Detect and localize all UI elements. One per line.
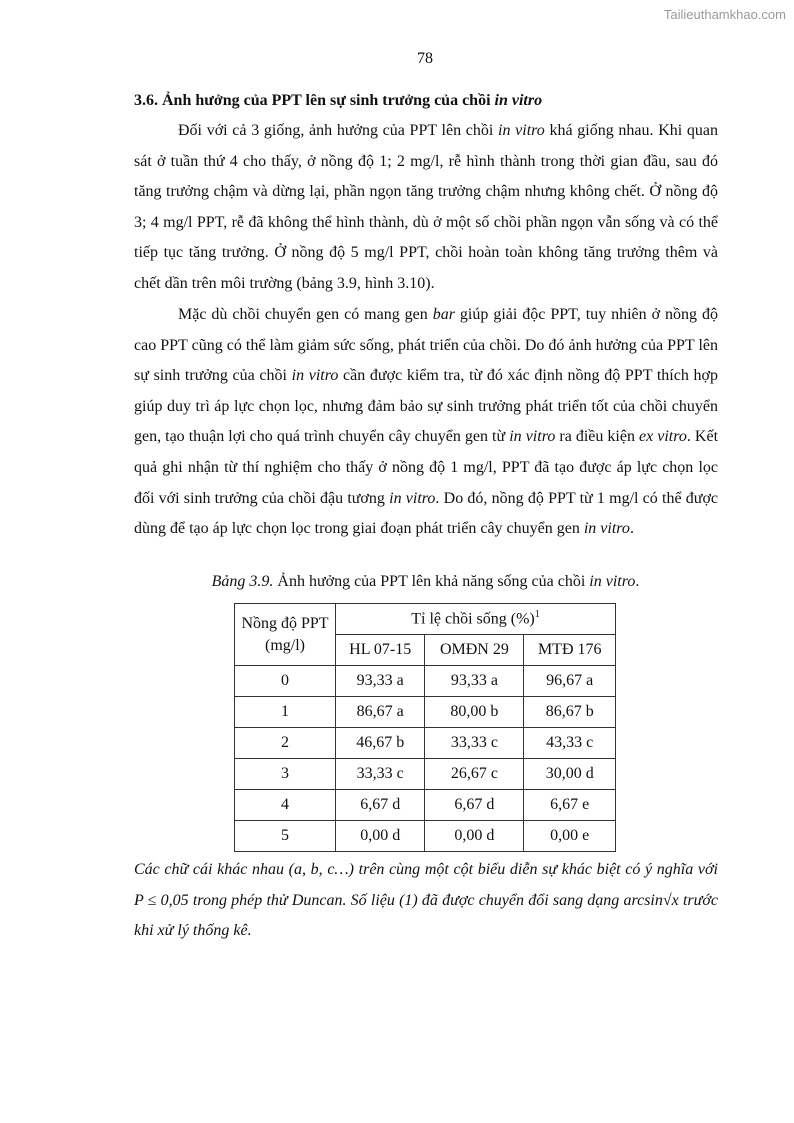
value-cell: 93,33 a — [336, 666, 425, 697]
ppt-cell: 2 — [235, 728, 336, 759]
para2-text-3: cần được kiểm tra, từ đó xác định nồng độ PPT thích hợp giúp duy trì áp lực chọn lọc, nhưng đảm bảo sự sinh trưởng phát triển tốt của chồi chuyển gen, tạo thuận lợi cho quá trình chuyển cây chuyển gen từ — [134, 367, 718, 446]
value-cell: 96,67 a — [524, 666, 616, 697]
survival-table — [234, 603, 616, 852]
para2-italic-5: in vitro — [389, 489, 436, 507]
value-cell: 0,00 d — [336, 821, 425, 852]
paragraph-1 — [134, 116, 718, 300]
survival-rate-label: Tỉ lệ chồi sống (%) — [411, 610, 535, 628]
ppt-cell: 0 — [235, 666, 336, 697]
section-heading — [134, 91, 542, 111]
para2-text-4: ra điều kiện — [555, 428, 639, 446]
table-row — [235, 790, 616, 821]
cultivar-header: OMĐN 29 — [425, 635, 524, 666]
ppt-cell: 1 — [235, 697, 336, 728]
value-cell: 30,00 d — [524, 759, 616, 790]
table-row — [235, 728, 616, 759]
caption-text: Ảnh hưởng của PPT lên khả năng sống của chồi — [273, 573, 590, 590]
table-row — [235, 759, 616, 790]
ppt-concentration-header: Nồng độ PPT (mg/l) — [235, 604, 336, 666]
table-header-row — [235, 604, 616, 635]
value-cell: 6,67 d — [336, 790, 425, 821]
para2-italic-4: ex vitro — [639, 428, 687, 446]
value-cell: 26,67 c — [425, 759, 524, 790]
value-cell: 46,67 b — [336, 728, 425, 759]
value-cell: 33,33 c — [425, 728, 524, 759]
value-cell: 33,33 c — [336, 759, 425, 790]
ppt-cell: 4 — [235, 790, 336, 821]
table-row — [235, 697, 616, 728]
value-cell: 86,67 a — [336, 697, 425, 728]
para2-italic-1: bar — [432, 306, 455, 323]
paragraph-2 — [134, 300, 718, 545]
caption-italic: in vitro — [589, 573, 636, 590]
ppt-cell: 5 — [235, 821, 336, 852]
para2-italic-3: in vitro — [509, 428, 556, 446]
para2-text-1: Mặc dù chồi chuyển gen có mang gen — [178, 306, 433, 323]
cultivar-header: MTĐ 176 — [524, 635, 616, 666]
cultivar-header: HL 07-15 — [336, 635, 425, 666]
value-cell: 6,67 d — [425, 790, 524, 821]
para2-text-5: . Kết quả ghi nhận từ thí nghiệm cho thấy ở nồng độ 1 mg/l, PPT đã tạo được áp lực chọn lọc đối với sinh trưởng của chồi đậu tương — [134, 428, 719, 507]
para2-text-2: giúp giải độc PPT, tuy nhiên ở nồng độ cao PPT cũng có thể làm giảm sức sống, phát triển của chồi. Do đó ảnh hưởng của PPT lên sự sinh trưởng của chồi — [134, 306, 719, 385]
value-cell: 43,33 c — [524, 728, 616, 759]
para2-text-6: . Do đó, nồng độ PPT từ 1 mg/l có thể được dùng để tạo áp lực chọn lọc trong giai đoạn phát triển cây chuyển gen — [134, 489, 719, 538]
para1-text-2: khá giống nhau. Khi quan sát ở tuần thứ 4 cho thấy, ở nồng độ 1; 2 mg/l, rễ hình thành trong thời gian đầu, sau đó tăng trưởng chậm và dừng lại, phần ngọn tăng trưởng chậm nhưng không chết. Ở nồng độ 3; 4 mg/l PPT, rễ đã không thể hình thành, dù ở một số chồi phần ngọn vẫn sống và có thể tiếp tục tăng trưởng. Ở nồng độ 5 mg/l PPT, chồi hoàn toàn không tăng trưởng thêm và chết dần trên môi trường (bảng 3.9, hình 3.10). — [134, 122, 719, 292]
ppt-cell: 3 — [235, 759, 336, 790]
table-row — [235, 666, 616, 697]
para2-text-7: . — [629, 520, 634, 538]
value-cell: 80,00 b — [425, 697, 524, 728]
caption-end: . — [635, 573, 640, 590]
heading-text: 3.6. Ảnh hưởng của PPT lên sự sinh trưởng của chồi — [134, 92, 495, 109]
page-number: 78 — [417, 50, 433, 67]
table-caption — [0, 572, 794, 592]
table-row — [235, 821, 616, 852]
value-cell: 0,00 e — [524, 821, 616, 852]
value-cell: 93,33 a — [425, 666, 524, 697]
caption-label: Bảng 3.9. — [211, 573, 274, 590]
survival-rate-header — [336, 604, 616, 635]
heading-italic: in vitro — [494, 92, 543, 109]
para1-text-1: Đối với cả 3 giống, ảnh hưởng của PPT lên chồi — [178, 122, 499, 139]
survival-rate-sup: 1 — [534, 609, 540, 621]
para2-italic-2: in vitro — [291, 367, 339, 385]
table-note: Các chữ cái khác nhau (a, b, c…) trên cùng một cột biểu diễn sự khác biệt có ý nghĩa với P ≤ 0,05 trong phép thử Duncan. Số liệu (1) đã được chuyển đổi sang dạng arcsin√x trước khi xử lý thống kê. — [134, 861, 718, 940]
value-cell: 86,67 b — [524, 697, 616, 728]
para1-italic-1: in vitro — [498, 122, 545, 139]
value-cell: 6,67 e — [524, 790, 616, 821]
watermark: Tailieuthamkhao.com — [663, 7, 786, 22]
value-cell: 0,00 d — [425, 821, 524, 852]
para2-italic-6: in vitro — [583, 520, 630, 538]
